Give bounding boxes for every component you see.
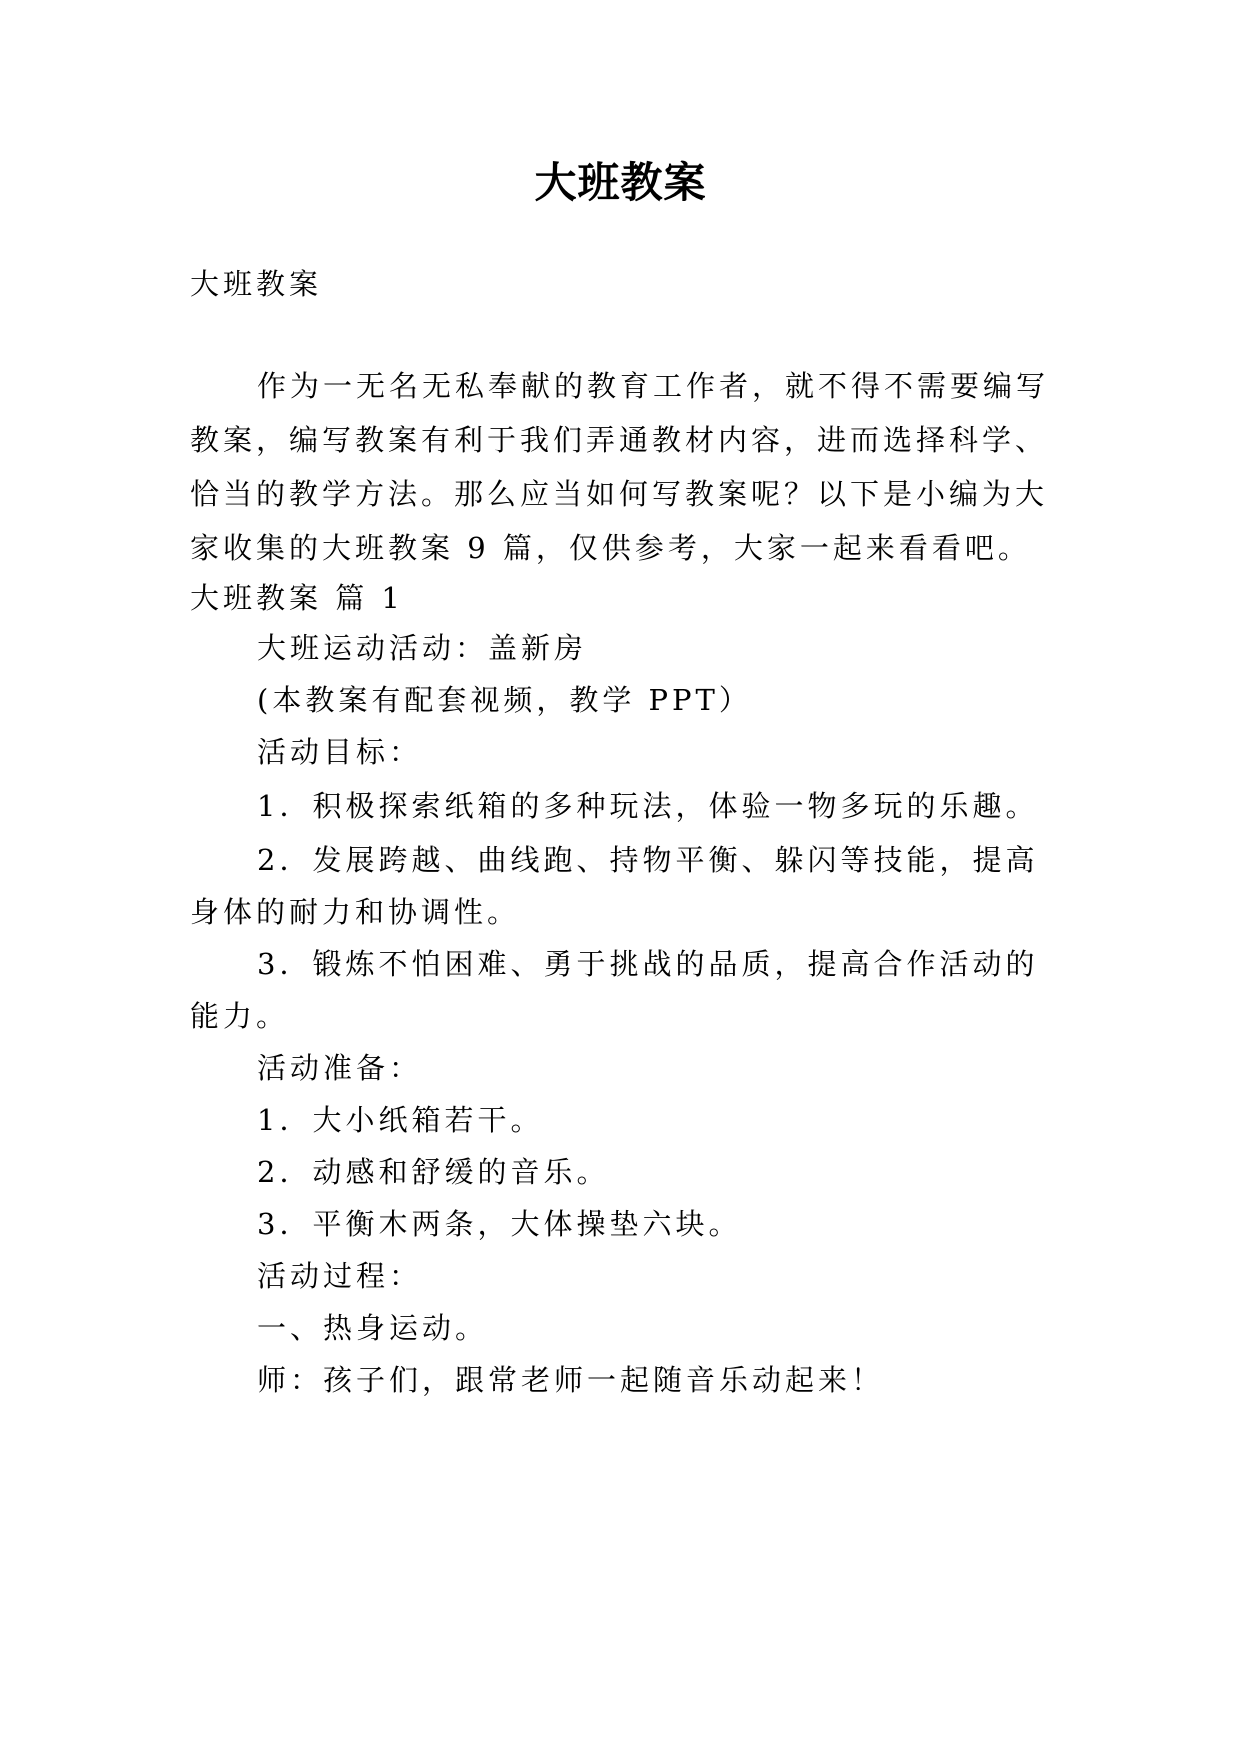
body-line: 3．锻炼不怕困难、勇于挑战的品质，提高合作活动的 (257, 947, 1039, 981)
body-line: 身体的耐力和协调性。 (190, 895, 521, 929)
body-line: (本教案有配套视频，教学 PPT） (257, 683, 752, 717)
intro-line: 家收集的大班教案 9 篇，仅供参考，大家一起来看看吧。 (190, 531, 1031, 565)
intro-line: 作为一无名无私奉献的教育工作者，就不得不需要编写 (257, 369, 1050, 403)
goals-heading: 活动目标： (257, 735, 423, 769)
intro-line: 恰当的教学方法。那么应当如何写教案呢？以下是小编为大 (190, 477, 1049, 511)
document-subtitle: 大班教案 (190, 267, 323, 301)
body-line: 2．发展跨越、曲线跑、持物平衡、躲闪等技能，提高 (257, 843, 1039, 877)
body-line: 师：孩子们，跟常老师一起随音乐动起来！ (257, 1363, 885, 1397)
document-title: 大班教案 (534, 158, 707, 207)
section-heading: 大班教案 篇 1 (190, 581, 404, 615)
body-line: 一、热身运动。 (257, 1311, 489, 1345)
body-line: 1．大小纸箱若干。 (257, 1103, 544, 1137)
process-heading: 活动过程： (257, 1259, 423, 1293)
body-line: 能力。 (190, 999, 290, 1033)
intro-line: 教案，编写教案有利于我们弄通教材内容，进而选择科学、 (190, 423, 1049, 457)
preparation-heading: 活动准备： (257, 1051, 423, 1085)
body-line: 1．积极探索纸箱的多种玩法，体验一物多玩的乐趣。 (257, 789, 1039, 823)
body-line: 2．动感和舒缓的音乐。 (257, 1155, 610, 1189)
activity-name: 大班运动活动：盖新房 (257, 631, 588, 665)
body-line: 3．平衡木两条，大体操垫六块。 (257, 1207, 742, 1241)
